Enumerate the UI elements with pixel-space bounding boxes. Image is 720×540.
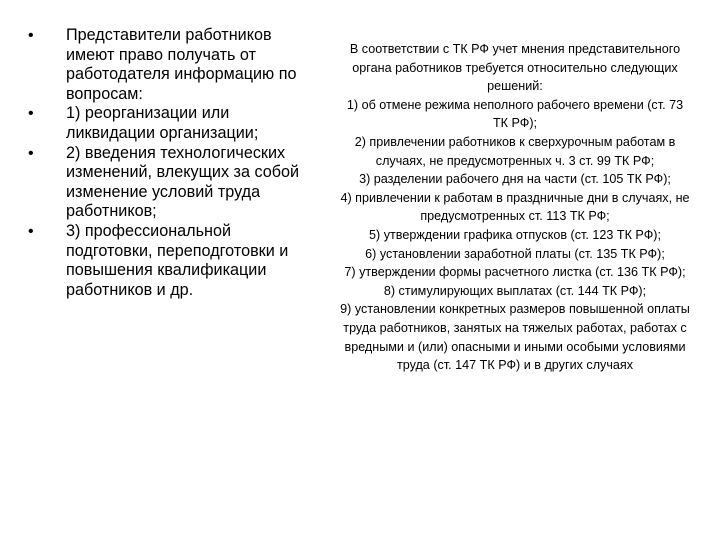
decision-item: 1) об отмене режима неполного рабочего времени (ст. 73 ТК РФ);	[346, 97, 684, 131]
decision-item: 3) разделении рабочего дня на части (ст. 105 ТК РФ);	[359, 172, 671, 187]
decision-item: 5) утверждении графика отпусков (ст. 123 ТК РФ);	[369, 227, 661, 242]
bullet-item	[28, 26, 318, 104]
bullet-text: 1) реорганизации или ликвидации организации;	[66, 104, 259, 142]
decision-item: 7) утверждении формы расчетного листка (ст. 136 ТК РФ);	[344, 265, 686, 280]
intro-paragraph: В соответствии с ТК РФ учет мнения представительного органа работников требуется относительно следующих решений:	[349, 42, 681, 94]
bullet-item	[28, 104, 318, 143]
bullet-item	[28, 222, 318, 300]
decision-item: 9) установлении конкретных размеров повышенной оплаты труда работников, занятых на тяжелых работах, работах с вредными и (или) опасными и иными особыми условиями труда (ст. 147 ТК РФ) и в других случаях	[340, 302, 690, 373]
bullet-dot-icon: •	[28, 105, 34, 123]
bullet-dot-icon: •	[28, 144, 34, 162]
bullet-text: 2) введения технологических изменений, влекущих за собой изменение условий труда работников;	[66, 143, 300, 221]
decision-item: 4) привлечении к работам в праздничные дни в случаях, не предусмотренных ст. 113 ТК РФ;	[340, 190, 690, 224]
bullet-text: 3) профессиональной подготовки, переподготовки и повышения квалификации работников и др.	[66, 221, 289, 299]
decision-item: 8) стимулирующих выплатах (ст. 144 ТК РФ);	[383, 283, 647, 298]
bullet-dot-icon: •	[28, 222, 34, 240]
rights-bullet-list	[28, 26, 318, 300]
bullet-text: Представители работников имеют право получать от работодателя информацию по вопросам:	[66, 26, 297, 103]
bullet-dot-icon: •	[28, 27, 34, 44]
decision-item: 6) установлении заработной платы (ст. 135 ТК РФ);	[365, 246, 665, 261]
labor-code-text-block	[340, 40, 690, 375]
bullet-item	[28, 144, 318, 222]
decision-item: 2) привлечении работников к сверхурочным работам в случаях, не предусмотренных ч. 3 ст. 99 ТК РФ;	[354, 134, 676, 168]
